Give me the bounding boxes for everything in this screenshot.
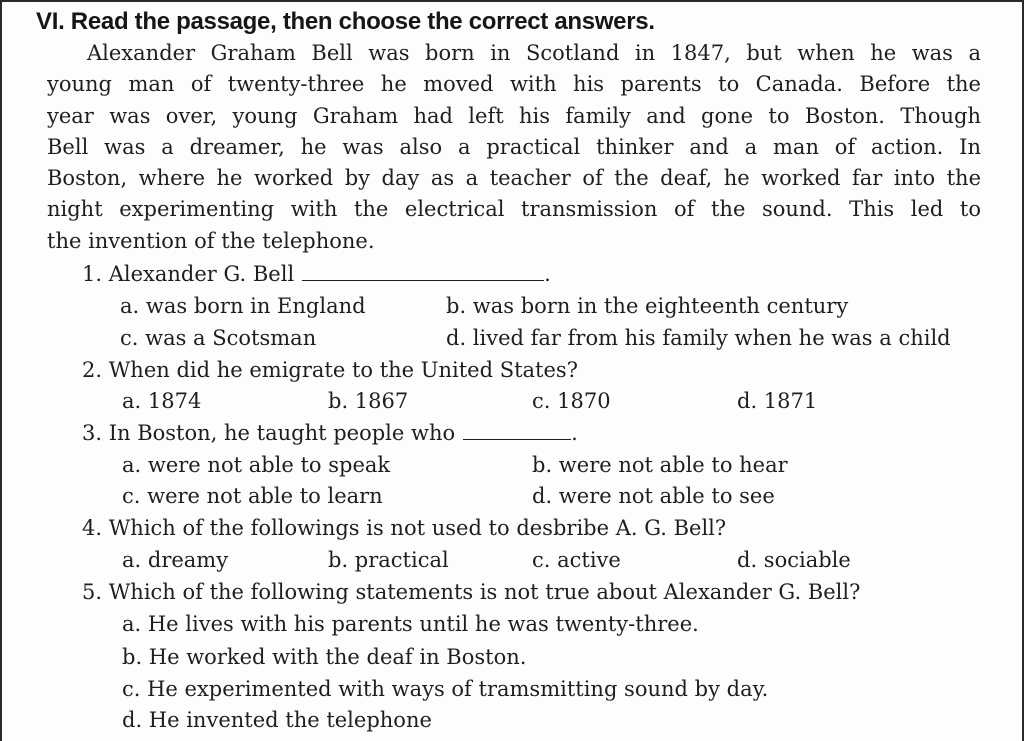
section-heading: VI. Read the passage, then choose the correct answers. (36, 8, 655, 35)
q2-option-c: c. 1870 (532, 389, 611, 413)
question-1-stem: 1. Alexander G. Bell (82, 262, 295, 286)
q1-option-a: a. was born in England (120, 294, 366, 318)
q1-option-b: b. was born in the eighteenth century (446, 294, 849, 318)
q3-option-b: b. were not able to hear (532, 453, 788, 477)
passage-line: Bell was a dreamer, he was also a practical thinker and a man of action. In (47, 134, 981, 159)
question-3-period: . (571, 421, 578, 445)
q5-option-a: a. He lives with his parents until he was twenty-three. (122, 612, 699, 636)
passage-line: year was over, young Graham had left his family and gone to Boston. Though (47, 103, 981, 128)
q1-option-d: d. lived far from his family when he was a child (446, 326, 951, 350)
question-1 (82, 259, 551, 289)
passage-line: the invention of the telephone. (47, 228, 375, 253)
question-4-stem: 4. Which of the followings is not used to desbribe A. G. Bell? (82, 516, 727, 540)
reading-passage (47, 38, 981, 257)
q4-option-b: b. practical (328, 548, 449, 572)
q5-option-d: d. He invented the telephone (122, 708, 432, 732)
q3-option-c: c. were not able to learn (122, 484, 383, 508)
passage-line: Alexander Graham Bell was born in Scotland in 1847, but when he was a (87, 41, 981, 65)
question-3-stem: 3. In Boston, he taught people who (82, 421, 456, 445)
q2-option-b: b. 1867 (328, 389, 409, 413)
q4-option-a: a. dreamy (122, 548, 229, 572)
q5-option-b: b. He worked with the deaf in Boston. (122, 645, 527, 669)
answer-blank (463, 421, 571, 440)
question-2-stem: 2. When did he emigrate to the United States? (82, 358, 578, 382)
q1-option-c: c. was a Scotsman (120, 326, 317, 350)
passage-line: Boston, where he worked by day as a teacher of the deaf, he worked far into the (47, 166, 981, 191)
question-5-stem: 5. Which of the following statements is not true about Alexander G. Bell? (82, 580, 861, 604)
passage-line: night experimenting with the electrical transmission of the sound. This led to (47, 197, 981, 222)
question-1-period: . (544, 262, 551, 286)
question-3 (82, 418, 578, 448)
answer-blank (302, 262, 544, 281)
q3-option-a: a. were not able to speak (122, 453, 391, 477)
q4-option-c: c. active (532, 548, 621, 572)
q2-option-a: a. 1874 (122, 389, 202, 413)
passage-line: young man of twenty-three he moved with his parents to Canada. Before the (47, 72, 981, 97)
q5-option-c: c. He experimented with ways of tramsmitting sound by day. (122, 677, 769, 701)
q3-option-d: d. were not able to see (532, 484, 775, 508)
q4-option-d: d. sociable (737, 548, 851, 572)
q2-option-d: d. 1871 (737, 389, 818, 413)
